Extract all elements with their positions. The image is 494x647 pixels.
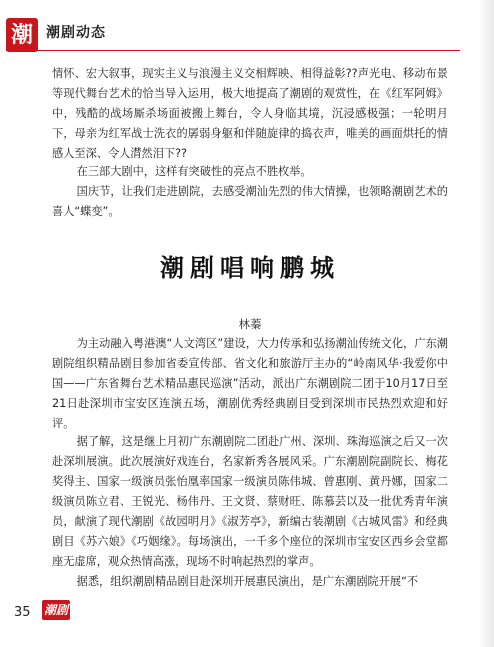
section-title: 潮剧动态 xyxy=(46,25,106,41)
header-divider xyxy=(6,50,460,51)
article-paragraph-2: 据了解，这是继上月初广东潮剧院二团赴广州、深圳、珠海巡演之后又一次赴深圳展演。此次展演好戏连台，名家新秀各展风采。广东潮剧院副院长、梅花奖得主、国家一级演员张怡凰率国家一级演员陈伟城、曾惠刚、黄丹娜，国家二级演员陈立君、王锐光、杨伟丹、王文贤、蔡财旺、陈慕芸以及一批优秀青年演员，献演了现代潮剧《故园明月》《淑芳亭》，新编古装潮剧《古城风雷》和经典剧目《苏六娘》《巧姻缘》。每场演出，一千多个座位的深圳市宝安区西乡会堂都座无虚席，观众热情高涨，现场不时响起热烈的掌声。 xyxy=(52,435,448,568)
article-paragraph-1: 为主动融入粤港澳“人文湾区”建设，大力传承和弘扬潮汕传统文化，广东潮剧院组织精品剧目参加省委宣传部、省文化和旅游厅主办的“岭南风华·我爱你中国——广东省舞台艺术精品惠民巡演”活动，派出广东潮剧院二团于10月17日至21日赴深圳市宝安区连演五场，潮剧优秀经典剧目受到深圳市民热烈欢迎和好评。 xyxy=(52,337,448,430)
footer-logo: 潮剧 xyxy=(42,600,70,620)
paragraph-invitation: 国庆节，让我们走进剧院，去感受潮汕先烈的伟大情操，也领略潮剧艺术的喜人“蝶变”。 xyxy=(52,185,448,218)
paragraph-summary: 在三部大剧中，这样有突破性的亮点不胜枚举。 xyxy=(76,165,312,178)
page-header xyxy=(0,0,478,58)
article-title: 潮剧唱响鹏城 xyxy=(160,253,340,282)
chao-seal-logo: 潮 xyxy=(6,18,38,52)
article-paragraph-3: 据悉，组织潮剧精品剧目赴深圳开展惠民演出，是广东潮剧院开展“不 xyxy=(76,575,419,588)
paragraph-continued: 情怀、宏大叙事，现实主义与浪漫主义交相辉映、相得益彰??声光电、移动布景等现代舞台艺术的恰当导入运用，极大地提高了潮剧的观赏性，在《红军阿姆》中，残酷的战场厮杀场面被搬上舞台，令人身临其境，沉浸感极强；一轮明月下，母亲为红军战士洗衣的孱弱身躯和伴随旋律的捣衣声，唯美的画面烘托的情感人至深、令人潸然泪下?? xyxy=(52,67,448,160)
page-edge-shadow xyxy=(478,0,494,647)
page-number: 35 xyxy=(14,605,31,620)
article-author: 林蓁 xyxy=(238,317,262,331)
